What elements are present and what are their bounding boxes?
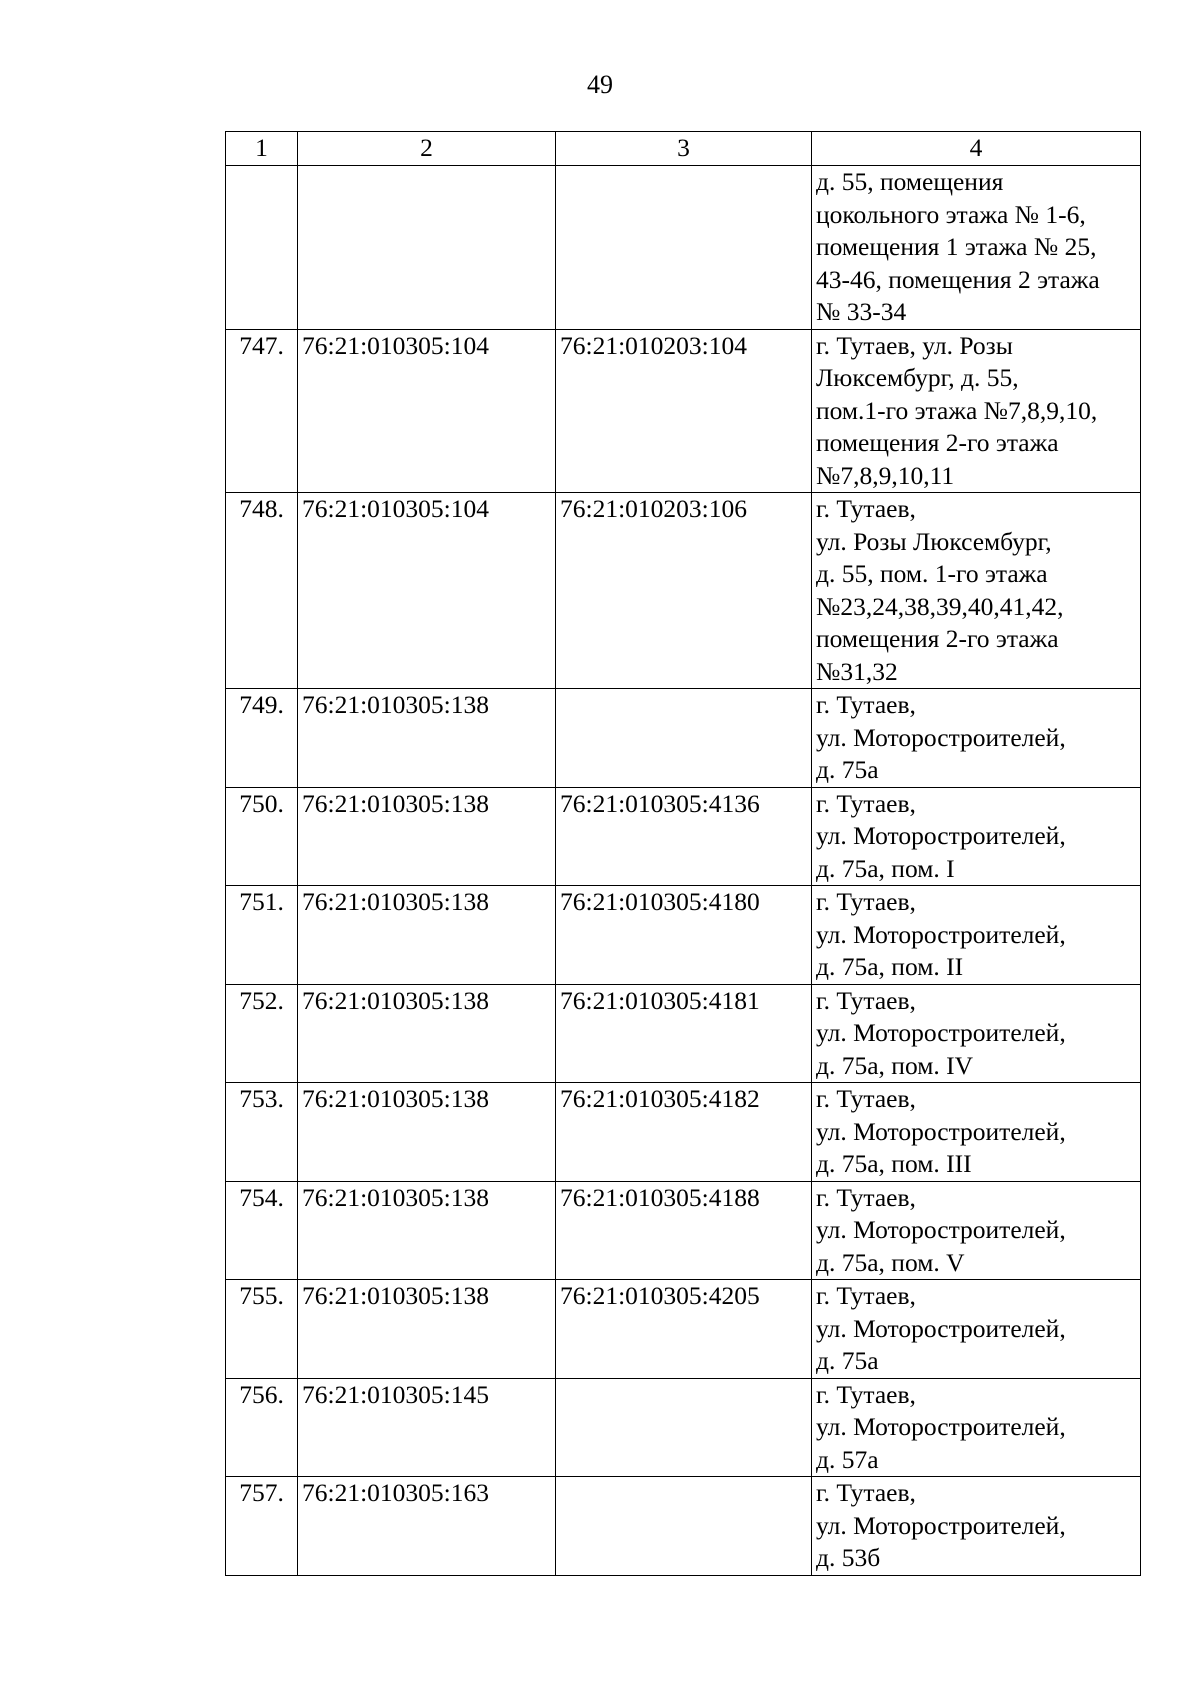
parcel-cadastral-number: 76:21:010305:138 bbox=[298, 1083, 556, 1182]
table-row bbox=[226, 1083, 1141, 1182]
row-number: 748. bbox=[226, 493, 298, 689]
table-row bbox=[226, 1280, 1141, 1379]
row-number: 749. bbox=[226, 689, 298, 788]
table-row bbox=[226, 1181, 1141, 1280]
parcel-cadastral-number: 76:21:010305:145 bbox=[298, 1378, 556, 1477]
parcel-cadastral-number: 76:21:010305:104 bbox=[298, 329, 556, 493]
row-number bbox=[226, 166, 298, 330]
address-cell: г. Тутаев, ул. Моторостроителей, д. 57а bbox=[812, 1378, 1141, 1477]
table-body bbox=[226, 166, 1141, 1576]
row-number: 754. bbox=[226, 1181, 298, 1280]
parcel-cadastral-number: 76:21:010305:138 bbox=[298, 984, 556, 1083]
object-cadastral-number: 76:21:010305:4180 bbox=[556, 886, 812, 985]
address-cell: г. Тутаев, ул. Розы Люксембург, д. 55, пом. 1-го этажа №23,24,38,39,40,41,42, помещения 2-го этажа №31,32 bbox=[812, 493, 1141, 689]
address-cell: г. Тутаев, ул. Розы Люксембург, д. 55, пом.1-го этажа №7,8,9,10, помещения 2-го этажа №7,8,9,10,11 bbox=[812, 329, 1141, 493]
table-row bbox=[226, 886, 1141, 985]
row-number: 747. bbox=[226, 329, 298, 493]
column-header-number: 1 bbox=[226, 132, 298, 166]
parcel-cadastral-number: 76:21:010305:138 bbox=[298, 1181, 556, 1280]
address-cell: г. Тутаев, ул. Моторостроителей, д. 75а, пом. V bbox=[812, 1181, 1141, 1280]
address-cell: г. Тутаев, ул. Моторостроителей, д. 75а bbox=[812, 689, 1141, 788]
table-row bbox=[226, 984, 1141, 1083]
address-cell: д. 55, помещения цокольного этажа № 1-6, помещения 1 этажа № 25, 43-46, помещения 2 этажа № 33-34 bbox=[812, 166, 1141, 330]
table-row bbox=[226, 1477, 1141, 1576]
object-cadastral-number bbox=[556, 166, 812, 330]
table-row bbox=[226, 787, 1141, 886]
address-cell: г. Тутаев, ул. Моторостроителей, д. 75а, пом. I bbox=[812, 787, 1141, 886]
column-header-address: 4 bbox=[812, 132, 1141, 166]
object-cadastral-number bbox=[556, 1378, 812, 1477]
object-cadastral-number: 76:21:010305:4182 bbox=[556, 1083, 812, 1182]
table-row bbox=[226, 689, 1141, 788]
object-cadastral-number: 76:21:010305:4136 bbox=[556, 787, 812, 886]
page-number: 49 bbox=[587, 70, 613, 99]
address-cell: г. Тутаев, ул. Моторостроителей, д. 75а, пом. III bbox=[812, 1083, 1141, 1182]
table-row bbox=[226, 493, 1141, 689]
object-cadastral-number: 76:21:010305:4188 bbox=[556, 1181, 812, 1280]
parcel-cadastral-number: 76:21:010305:138 bbox=[298, 689, 556, 788]
header-row bbox=[226, 132, 1141, 166]
row-number: 753. bbox=[226, 1083, 298, 1182]
row-number: 752. bbox=[226, 984, 298, 1083]
parcel-cadastral-number: 76:21:010305:138 bbox=[298, 886, 556, 985]
address-cell: г. Тутаев, ул. Моторостроителей, д. 53б bbox=[812, 1477, 1141, 1576]
parcel-cadastral-number bbox=[298, 166, 556, 330]
registry-table bbox=[225, 131, 1141, 1576]
table-header bbox=[226, 132, 1141, 166]
row-number: 756. bbox=[226, 1378, 298, 1477]
object-cadastral-number: 76:21:010305:4205 bbox=[556, 1280, 812, 1379]
object-cadastral-number: 76:21:010203:104 bbox=[556, 329, 812, 493]
column-header-parcel: 2 bbox=[298, 132, 556, 166]
parcel-cadastral-number: 76:21:010305:163 bbox=[298, 1477, 556, 1576]
row-number: 755. bbox=[226, 1280, 298, 1379]
row-number: 751. bbox=[226, 886, 298, 985]
parcel-cadastral-number: 76:21:010305:138 bbox=[298, 1280, 556, 1379]
row-number: 750. bbox=[226, 787, 298, 886]
table-row bbox=[226, 166, 1141, 330]
parcel-cadastral-number: 76:21:010305:138 bbox=[298, 787, 556, 886]
address-cell: г. Тутаев, ул. Моторостроителей, д. 75а, пом. II bbox=[812, 886, 1141, 985]
table-row bbox=[226, 1378, 1141, 1477]
parcel-cadastral-number: 76:21:010305:104 bbox=[298, 493, 556, 689]
table-row bbox=[226, 329, 1141, 493]
address-cell: г. Тутаев, ул. Моторостроителей, д. 75а, пом. IV bbox=[812, 984, 1141, 1083]
object-cadastral-number: 76:21:010305:4181 bbox=[556, 984, 812, 1083]
object-cadastral-number bbox=[556, 1477, 812, 1576]
row-number: 757. bbox=[226, 1477, 298, 1576]
column-header-object: 3 bbox=[556, 132, 812, 166]
address-cell: г. Тутаев, ул. Моторостроителей, д. 75а bbox=[812, 1280, 1141, 1379]
object-cadastral-number bbox=[556, 689, 812, 788]
object-cadastral-number: 76:21:010203:106 bbox=[556, 493, 812, 689]
